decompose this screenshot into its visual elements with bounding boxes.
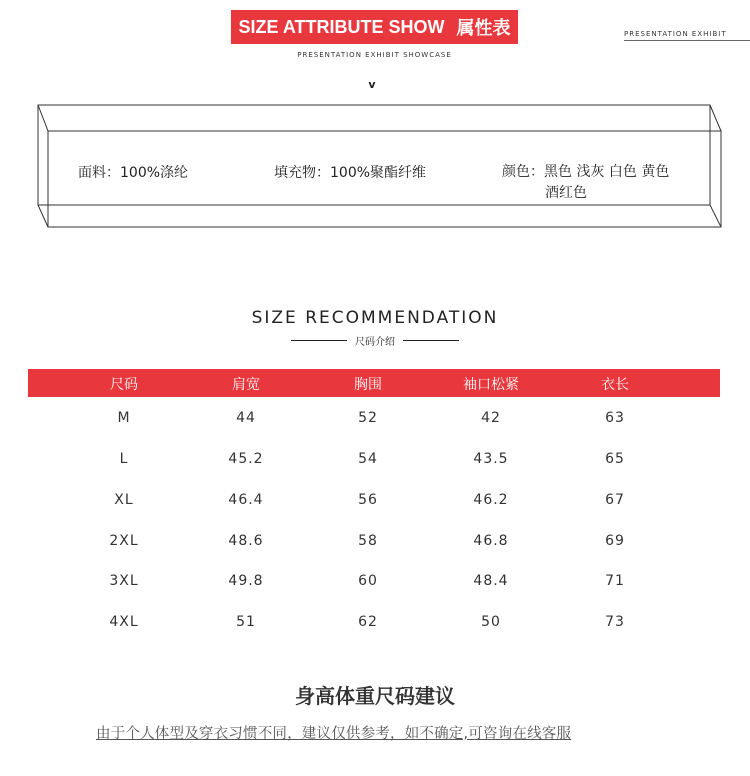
header-size: 尺码 [110, 377, 138, 393]
cell-chest: 56 [358, 492, 378, 508]
fabric-attribute: 面料：100%涤纶 [78, 165, 189, 181]
cell-cuff: 46.8 [473, 533, 509, 549]
cell-chest: 52 [358, 410, 378, 426]
banner-title-en: SIZE ATTRIBUTE SHOW [238, 16, 445, 37]
cell-shoulder: 48.6 [228, 533, 264, 549]
cell-chest: 54 [358, 451, 378, 467]
table-row [0, 410, 750, 430]
cell-shoulder: 49.8 [228, 573, 264, 589]
cell-size: 3XL [109, 573, 139, 589]
cell-length: 71 [605, 573, 625, 589]
table-row [0, 533, 750, 553]
corner-subtitle: PRESENTATION EXHIBIT [624, 30, 750, 41]
attribute-box-frame [0, 0, 750, 240]
size-section-title: SIZE RECOMMENDATION [251, 308, 499, 328]
cell-size: L [119, 451, 129, 467]
cell-chest: 60 [358, 573, 378, 589]
cell-cuff: 48.4 [473, 573, 509, 589]
cell-length: 69 [605, 533, 625, 549]
cell-size: 2XL [109, 533, 139, 549]
height-weight-title: 身高体重尺码建议 [295, 684, 455, 708]
cell-length: 65 [605, 451, 625, 467]
down-arrow-icon: v [368, 78, 376, 91]
size-table-header [28, 369, 720, 397]
divider-left [291, 340, 347, 341]
size-section-subtitle-row [0, 333, 750, 348]
cell-size: XL [114, 492, 134, 508]
cell-cuff: 46.2 [473, 492, 509, 508]
header-shoulder: 肩宽 [232, 377, 260, 393]
cell-length: 63 [605, 410, 625, 426]
filling-attribute: 填充物：100%聚酯纤维 [274, 165, 427, 181]
color-attribute [502, 162, 702, 204]
cell-shoulder: 51 [236, 614, 256, 630]
size-section-subtitle: 尺码介绍 [355, 337, 395, 348]
divider-right [403, 340, 459, 341]
header-cuff: 袖口松紧 [463, 377, 519, 393]
banner-title-zh: 属性表 [456, 18, 511, 38]
size-disclaimer: 由于个人体型及穿衣习惯不同，建议仅供参考，如不确定,可咨询在线客服 [96, 726, 572, 742]
table-row [0, 451, 750, 471]
cell-size: 4XL [109, 614, 139, 630]
cell-cuff: 42 [481, 410, 501, 426]
cell-cuff: 50 [481, 614, 501, 630]
cell-chest: 62 [358, 614, 378, 630]
table-row [0, 573, 750, 593]
cell-length: 73 [605, 614, 625, 630]
color-attribute-line1: 颜色：黑色 浅灰 白色 黄色 [502, 164, 670, 180]
cell-shoulder: 44 [236, 410, 256, 426]
table-row [0, 492, 750, 512]
header-chest: 胸围 [354, 377, 382, 393]
cell-length: 67 [605, 492, 625, 508]
banner-subtitle: PRESENTATION EXHIBIT SHOWCASE [297, 51, 452, 59]
table-row [0, 614, 750, 634]
cell-size: M [117, 410, 131, 426]
cell-chest: 58 [358, 533, 378, 549]
cell-cuff: 43.5 [473, 451, 509, 467]
color-attribute-line2: 酒红色 [545, 185, 587, 201]
cell-shoulder: 45.2 [228, 451, 264, 467]
cell-shoulder: 46.4 [228, 492, 264, 508]
header-length: 衣长 [601, 377, 629, 393]
